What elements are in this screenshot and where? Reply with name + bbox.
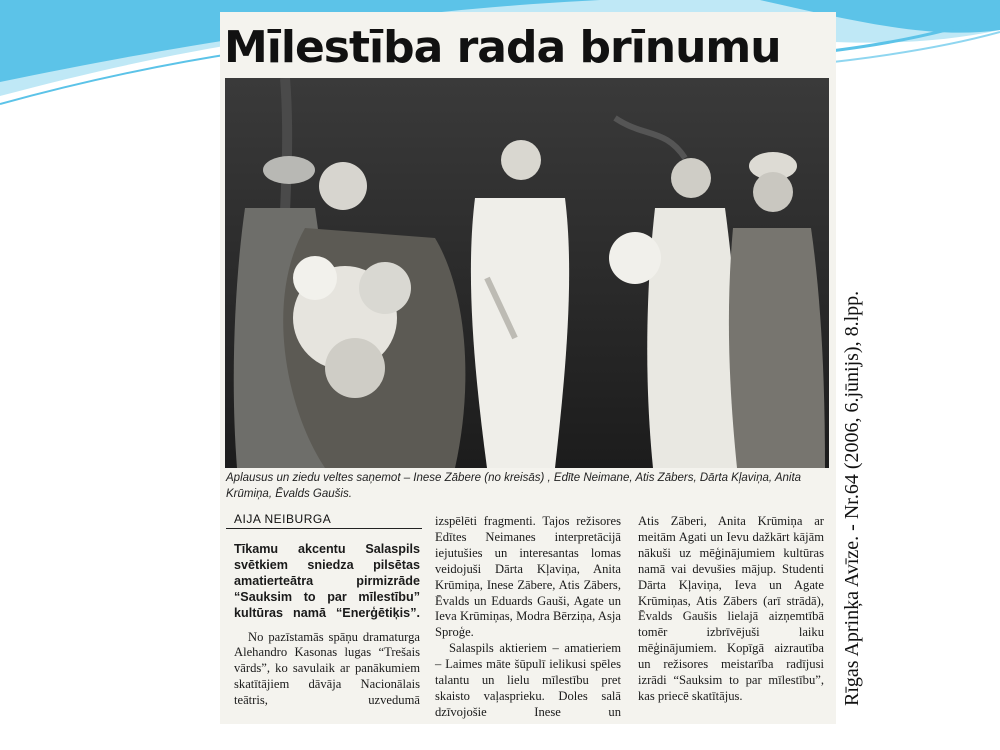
article-author: AIJA NEIBURGA: [234, 512, 332, 526]
article-column-3: [638, 514, 824, 705]
article-paragraph: izspēlēti fragmenti. Tajos režisores Edītes Neimanes interpretācijā iejutušies un interesantas lomas veidojuši Dārta Kļaviņa, Anita Krūmiņa, Inese Zābere, Atis Zābers, Ēvalds un Eduards Gauši, Agate un Ieva Krūmiņas, Modra Bērziņa, Asja Sproģe.: [435, 514, 621, 640]
article-paragraph: Salaspils aktieriem – amatieriem – Laimes māte šūpulī ielikusi spēles talantu un lielu mīlestību pret skaisto vaļasprieku. Doles salā dzīvojošie Inese un: [435, 641, 621, 719]
article-paragraph: No pazīstamās spāņu dramaturga Alehandro Kasonas lugas “Trešais vārds”, ko savulaik ar panākumiem skatītājiem dāvāja Nacionālais teātris, uzvedumā: [234, 629, 420, 708]
source-citation: Rīgas Aprinķa Avīze. - Nr.64 (2006, 6.jūnijs), 8.lpp.: [841, 290, 863, 706]
article-paragraph: Atis Zāberi, Anita Krūmiņa ar meitām Agati un Ievu dažkārt kājām nākuši uz mēģinājumiem kultūras namā vai devušies mājup. Studenti Dārta Kļaviņa, Ieva un Agate Krūmiņas, Atis Zābers (arī strādā), Ēvalds Gaušis lielajā aizņemtībā tomēr izbrīvējuši laiku mēģinājumiem. Kopīgā aizrautība un režisores meistarība radījusi izrādi “Sauksim to par mīlestību”, kas priecē skatītājus.: [638, 514, 824, 703]
article-column-1: [234, 542, 420, 709]
newspaper-clipping: [220, 12, 836, 724]
article-photo: [225, 78, 829, 468]
photo-caption: Aplausus un ziedu veltes saņemot – Inese Zābere (no kreisās) , Edīte Neimane, Atis Zābers, Dārta Kļaviņa, Anita Krūmiņa, Ēvalds Gaušis.: [226, 472, 802, 500]
photo-stage-scene: [225, 78, 829, 468]
author-divider: [226, 528, 422, 529]
article-lead: Tīkamu akcentu Salaspils svētkiem sniedza pilsētas amatierteātra pirmizrāde “Sauksim to par mīlestību” kultūras namā “Enerģētiķis”.: [234, 542, 420, 620]
article-headline: Mīlestība rada brīnumu: [224, 22, 781, 73]
article-column-2: [435, 514, 621, 721]
